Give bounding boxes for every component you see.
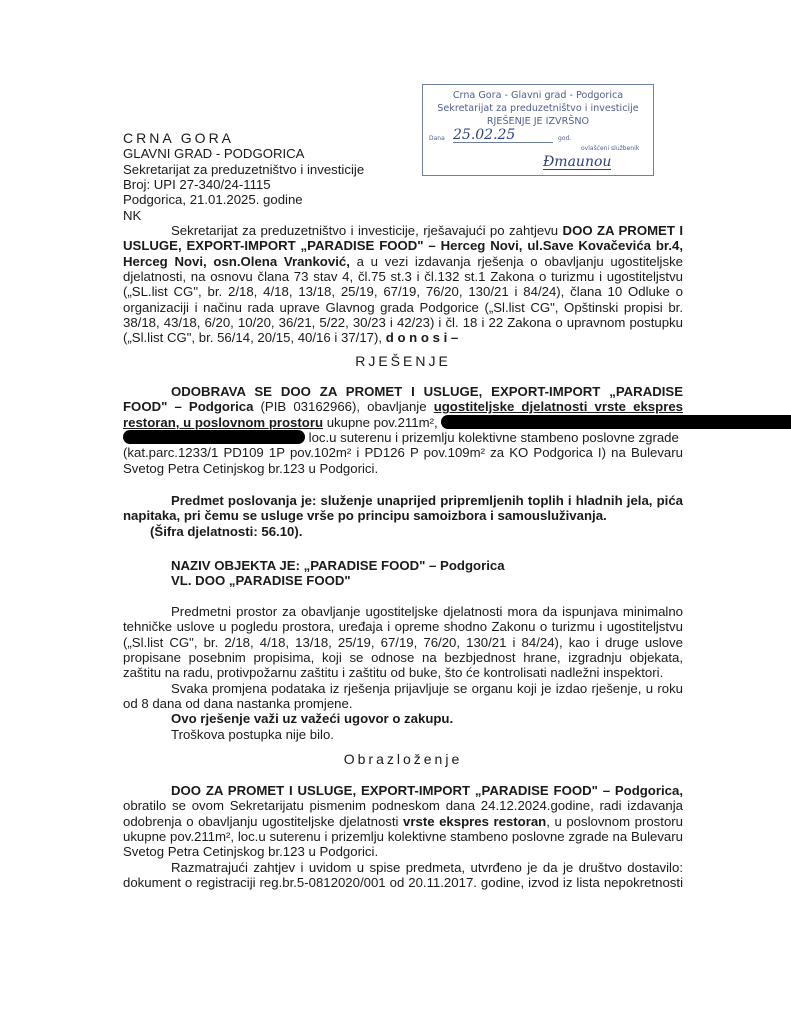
text-line bbox=[123, 384, 683, 399]
text-line bbox=[123, 696, 683, 711]
text-segment: Sekretarijat za preduzetništvo i investicije, rješavajući po zahtjevu bbox=[171, 223, 563, 238]
text-segment: Podgorica, 21.01.2025. godine bbox=[123, 192, 303, 208]
text-line bbox=[123, 650, 683, 665]
text-segment: Ovo rješenje važi uz važeći ugovor o zakupu. bbox=[171, 711, 454, 727]
text-segment: vrste ekspres restoran bbox=[403, 813, 547, 829]
text-line bbox=[123, 829, 683, 844]
text-line bbox=[123, 844, 683, 859]
text-line bbox=[123, 208, 683, 223]
text-segment: GLAVNI GRAD - PODGORICA bbox=[123, 146, 305, 162]
text-line bbox=[123, 558, 683, 573]
text-line bbox=[123, 665, 683, 680]
text-line bbox=[123, 524, 683, 539]
predmet-paragraph bbox=[123, 493, 683, 539]
text-segment: d o n o s i – bbox=[385, 330, 459, 346]
redaction-bar bbox=[441, 415, 791, 429]
stamp-official-label: ovlašćeni službenik bbox=[581, 145, 640, 152]
stamp-line-1: Crna Gora - Glavni grad - Podgorica bbox=[452, 90, 624, 101]
text-segment: tehničke uslove u pogledu prostora, uređaja i opreme shodno Zakonu o turizmu i ugostiteljstvu bbox=[123, 619, 683, 635]
obrazlozenje-paragraph bbox=[123, 783, 683, 890]
text-line bbox=[123, 131, 683, 146]
text-segment: Predmet poslovanja je: služenje unaprijed pripremljenih toplih i hladnih jela, pića bbox=[171, 493, 683, 508]
text-line bbox=[123, 573, 683, 588]
text-line bbox=[123, 445, 683, 460]
text-line bbox=[123, 619, 683, 634]
stamp-dana-label: Dana bbox=[429, 135, 445, 142]
text-line bbox=[123, 399, 683, 414]
text-line bbox=[123, 223, 683, 238]
text-segment: („SL.list CG", br. 2/18, 4/18, 13/18, 25/19, 67/19, 76/20, 130/21 i 84/24), člana 10 Odluke o bbox=[123, 284, 683, 300]
text-segment: propisane posebnim propisima, koji se odnose na bezbjednost hrane, izgradnju objekata, bbox=[123, 650, 683, 666]
stamp-god-label: god. bbox=[558, 135, 572, 142]
text-segment: djelatnosti, na osnovu člana 73 stav 4, čl.75 st.3 i čl.132 st.1 Zakona o turizmu i ugostiteljstvu bbox=[123, 269, 683, 285]
text-segment: dokument o registraciji reg.br.5-0812020/001 od 20.11.2017. godine, izvod iz lista nepokretnosti bbox=[123, 875, 683, 891]
text-line bbox=[123, 875, 683, 890]
text-line bbox=[123, 177, 683, 192]
text-line bbox=[123, 798, 683, 813]
stamp-date: 25.02.25 bbox=[453, 128, 553, 143]
intro-paragraph bbox=[123, 223, 683, 346]
text-line bbox=[123, 681, 683, 696]
text-line bbox=[123, 330, 683, 345]
text-segment: zaštitu na radu, protivpožarnu zaštitu i zaštitu od buke, što će kontrolisati nadležni inspektori. bbox=[123, 665, 664, 681]
text-line bbox=[123, 508, 683, 523]
text-segment: ukupne pov.211m², loc.u suterenu i prizemlju kolektivne stambeno poslovne zgrade na Bulevaru bbox=[123, 829, 683, 845]
text-line bbox=[123, 635, 683, 650]
text-segment: 38/18, 43/18, 6/20, 10/20, 36/21, 5/22, 30/23 i 42/23) i čl. 18 i 22 Zakona o upravnom postupku bbox=[123, 315, 683, 331]
text-segment: odobrenja o obavljanju ugostiteljske djelatnosti bbox=[123, 813, 404, 829]
text-line bbox=[123, 860, 683, 875]
text-segment: (PIB 03162966), obavljanje bbox=[253, 399, 434, 415]
text-line bbox=[123, 727, 683, 742]
text-line bbox=[123, 284, 683, 299]
text-segment: Svetog Petra Cetinjskog br.123 u Podgorici. bbox=[123, 460, 379, 476]
odobrava-paragraph bbox=[123, 384, 683, 476]
text-segment: , u poslovnom prostoru bbox=[546, 813, 683, 829]
text-line bbox=[123, 269, 683, 284]
text-segment: Svetog Petra Cetinjskog br.123 u Podgorici. bbox=[123, 844, 379, 860]
text-segment: a u vezi izdavanja rješenja o obavljanju ugostiteljske bbox=[349, 253, 683, 269]
text-line bbox=[123, 300, 683, 315]
text-segment: Predmetni prostor za obavljanje ugostiteljske djelatnosti mora da ispunjava minimalno bbox=[171, 604, 683, 619]
document-header bbox=[123, 131, 683, 223]
text-line bbox=[123, 254, 683, 269]
text-segment: Broj: UPI 27-340/24-1115 bbox=[123, 177, 271, 193]
text-segment: VL. DOO „PARADISE FOOD" bbox=[171, 573, 351, 589]
text-segment: DOO ZA PROMET I bbox=[562, 223, 683, 238]
text-segment: Razmatrajući zahtjev i uvidom u spise predmeta, utvrđeno je da je društvo dostavilo: bbox=[171, 859, 683, 875]
text-segment: ugostiteljske djelatnosti vrste ekspres bbox=[433, 399, 683, 415]
text-line bbox=[123, 604, 683, 619]
text-line bbox=[123, 493, 683, 508]
text-segment: restoran, u poslovnom prostoru bbox=[123, 414, 324, 430]
text-segment: organizaciji i načinu rada uprave Glavnog grada Podgorice („Sl.list CG", Opštinski propisi br. bbox=[123, 299, 683, 315]
text-segment: (kat.parc.1233/1 PD109 1P pov.102m² i PD126 P pov.109m² za KO Podgorica I) na Bulevaru bbox=[123, 445, 683, 461]
text-segment: FOOD" – Podgorica bbox=[123, 399, 254, 415]
text-segment: Svaka promjena podataka iz rješenja prijavljuje se organu koji je izdao rješenje, u roku bbox=[171, 680, 683, 696]
text-line bbox=[123, 315, 683, 330]
handwritten-signature: Đmaunou bbox=[543, 154, 612, 170]
text-segment: Sekretarijat za preduzetništvo i investicije bbox=[123, 161, 365, 177]
text-segment: USLUGE, EXPORT-IMPORT „PARADISE FOOD" – Herceg Novi, ul.Save Kovačevića br.4, bbox=[123, 238, 683, 254]
text-segment: Troškova postupka nije bilo. bbox=[171, 726, 334, 742]
text-line bbox=[123, 461, 683, 476]
text-segment: („Sl.list CG", br. 56/14, 20/15, 40/16 i 37/17), bbox=[123, 330, 386, 346]
text-segment: NK bbox=[123, 207, 142, 223]
text-line bbox=[123, 783, 683, 798]
stamp-line-2: Sekretarijat za preduzetništvo i investicije bbox=[437, 103, 639, 114]
text-line bbox=[123, 415, 683, 430]
text-segment: ukupne pov.211m², bbox=[323, 414, 442, 430]
text-line bbox=[123, 162, 683, 177]
text-line bbox=[123, 430, 683, 445]
text-segment: DOO ZA PROMET I USLUGE, EXPORT-IMPORT „PARADISE FOOD" – Podgorica, bbox=[171, 783, 683, 798]
text-line bbox=[123, 711, 683, 726]
naziv-objekta bbox=[123, 558, 683, 589]
text-segment: (Šifra djelatnosti: 56.10). bbox=[150, 523, 303, 539]
text-line bbox=[123, 814, 683, 829]
rjesenje-heading: RJEŠENJE bbox=[355, 353, 451, 369]
uslovi-paragraph bbox=[123, 604, 683, 742]
text-segment: obratilo se ovom Sekretarijatu pismenim podneskom dana 24.12.2024.godine, radi izdavanja bbox=[123, 798, 683, 814]
redaction-bar bbox=[123, 430, 305, 444]
text-segment: od 8 dana od dana nastanka promjene. bbox=[123, 696, 353, 712]
text-line bbox=[123, 238, 683, 253]
text-line bbox=[123, 146, 683, 161]
text-segment: Herceg Novi, osn.Olena Vranković, bbox=[123, 253, 350, 269]
text-segment: ODOBRAVA SE DOO ZA PROMET I USLUGE, EXPORT-IMPORT „PARADISE bbox=[171, 384, 683, 399]
text-segment: („Sl.list CG", br. 2/18, 4/18, 13/18, 25/19, 67/19, 76/20, 130/21 i 84/24), kao i druge uslove bbox=[123, 634, 683, 650]
obrazlozenje-heading: Obrazloženje bbox=[343, 751, 463, 767]
stamp-line-3: RJEŠENJE JE IZVRŠNO bbox=[486, 116, 590, 127]
text-segment: loc.u suterenu i prizemlju kolektivne stambeno poslovne zgrade bbox=[305, 430, 679, 446]
text-segment: NAZIV OBJEKTA JE: „PARADISE FOOD" – Podgorica bbox=[171, 558, 505, 573]
text-line bbox=[123, 192, 683, 207]
text-segment: napitaka, pri čemu se usluge vrše po principu samoizbora i samousluživanja. bbox=[123, 508, 607, 524]
text-segment: CRNA GORA bbox=[123, 130, 235, 146]
